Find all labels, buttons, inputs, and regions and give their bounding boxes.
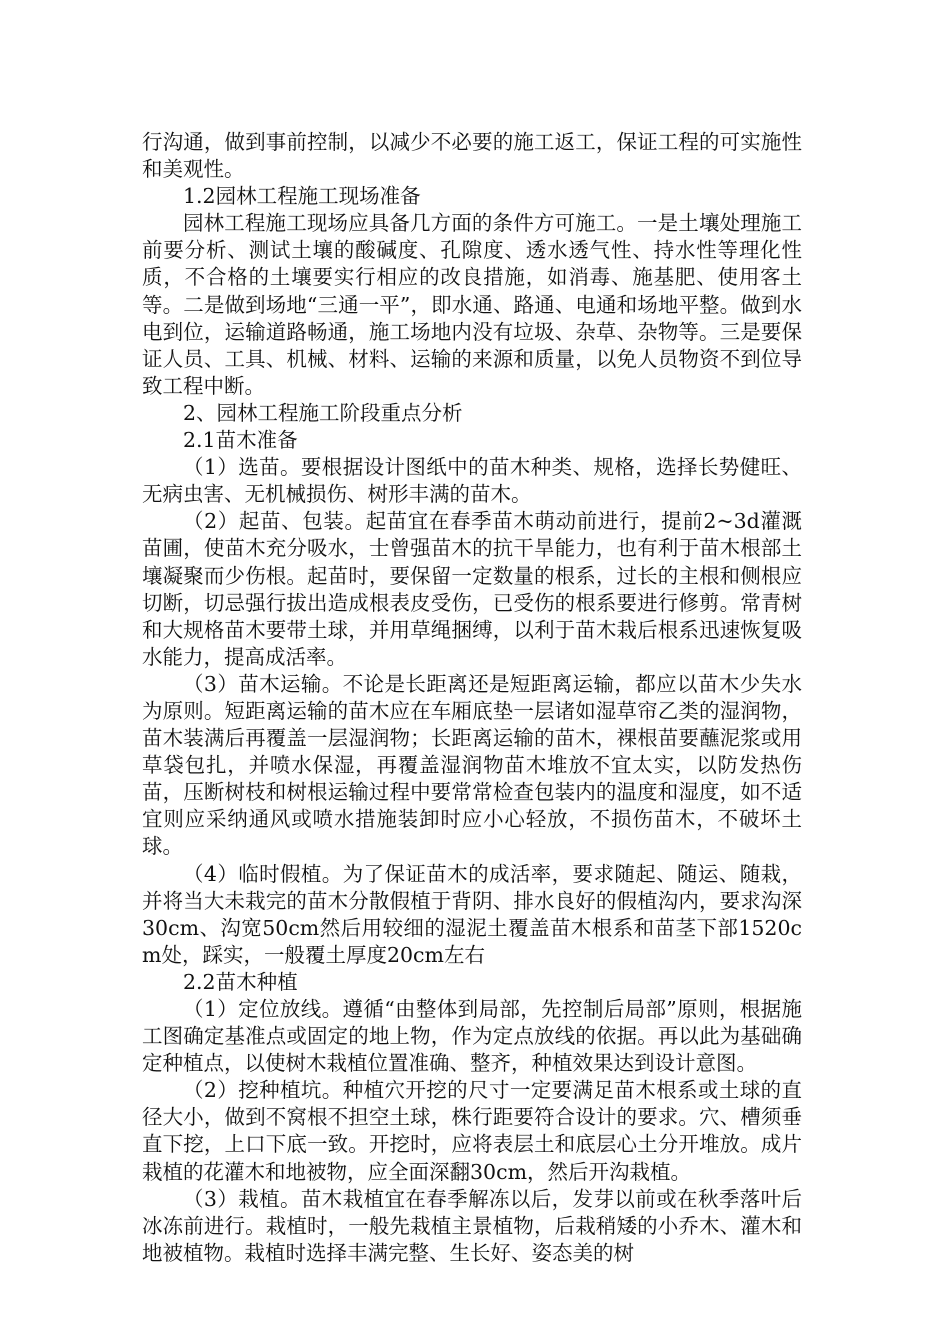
paragraph-positioning: （1）定位放线。遵循“由整体到局部，先控制后局部”原则，根据施工图确定基准点或固定的地上物，作为定点放线的依据。再以此为基础确定种植点，以使树木栽植位置准确、整齐，种植效果达到设计意图。 — [142, 997, 802, 1076]
paragraph-transport: （3）苗木运输。不论是长距离还是短距离运输，都应以苗木少失水为原则。短距离运输的苗木应在车厢底垫一层诸如湿草帘乙类的湿润物，苗木装满后再覆盖一层湿润物；长距离运输的苗木，裸根苗要蘸泥浆或用草袋包扎，并喷水保湿，再覆盖湿润物苗木堆放不宜太实，以防发热伤苗，压断树枝和树根运输过程中要常常检查包装内的温度和湿度，如不适宜则应采纳通风或喷水措施装卸时应小心轻放，不损伤苗木，不破坏土球。 — [142, 671, 802, 859]
paragraph-temporary-heeling-in: （4）临时假植。为了保证苗木的成活率，要求随起、随运、随栽，并将当大未栽完的苗木分散假植于背阴、排水良好的假植沟内，要求沟深30cm、沟宽50cm然后用较细的湿泥土覆盖苗木根系和苗茎下部1520cm处，踩实，一般覆土厚度20cm左右 — [142, 861, 802, 967]
paragraph-intro-continuation: 行沟通，做到事前控制，以减少不必要的施工返工，保证工程的可实施性和美观性。 — [142, 130, 802, 182]
paragraph-planting: （3）栽植。苗木栽植宜在春季解冻以后，发芽以前或在秋季落叶后冰冻前进行。栽植时，一般先栽植主景植物，后栽稍矮的小乔木、灌木和地被植物。栽植时选择丰满完整、生长好、姿态美的树 — [142, 1186, 802, 1265]
heading-1-2: 1.2园林工程施工现场准备 — [183, 184, 421, 209]
heading-2-1: 2.1苗木准备 — [183, 428, 298, 453]
paragraph-seedling-selection: （1）选苗。要根据设计图纸中的苗木种类、规格，选择长势健旺、无病虫害、无机械损伤、树形丰满的苗木。 — [142, 455, 802, 507]
paragraph-site-preparation: 园林工程施工现场应具备几方面的条件方可施工。一是土壤处理施工前要分析、测试土壤的酸碱度、孔隙度、透水透气性、持水性等理化性质，不合格的土壤要实行相应的改良措施，如消毒、施基肥、使用客土等。二是做到场地“三通一平”，即水通、路通、电通和场地平整。做到水电到位，运输道路畅通，施工场地内没有垃圾、杂草、杂物等。三是要保证人员、工具、机械、材料、运输的来源和质量，以免人员物资不到位导致工程中断。 — [142, 211, 802, 398]
paragraph-lifting-packing: （2）起苗、包装。起苗宜在春季苗木萌动前进行，提前2~3d灌溉苗圃，使苗木充分吸水，士曾强苗木的抗干旱能力，也有利于苗木根部土壤凝聚而少伤根。起苗时，要保留一定数量的根系，过长的主根和侧根应切断，切忌强行拔出造成根表皮受伤，已受伤的根系要进行修剪。常青树和大规格苗木要带土球，并用草绳捆缚，以利于苗木栽后根系迅速恢复吸水能力，提高成活率。 — [142, 509, 802, 669]
document-body — [142, 129, 802, 1267]
heading-2-2: 2.2苗木种植 — [183, 969, 298, 994]
paragraph-digging-pits: （2）挖种植坑。种植穴开挖的尺寸一定要满足苗木根系或土球的直径大小，做到不窝根不担空土球，株行距要符合设计的要求。穴、槽须垂直下挖，上口下底一致。开挖时，应将表层土和底层心土分开堆放。成片栽植的花灌木和地被物，应全面深翻30cm，然后开沟栽植。 — [142, 1078, 802, 1184]
heading-2: 2、园林工程施工阶段重点分析 — [183, 400, 463, 425]
